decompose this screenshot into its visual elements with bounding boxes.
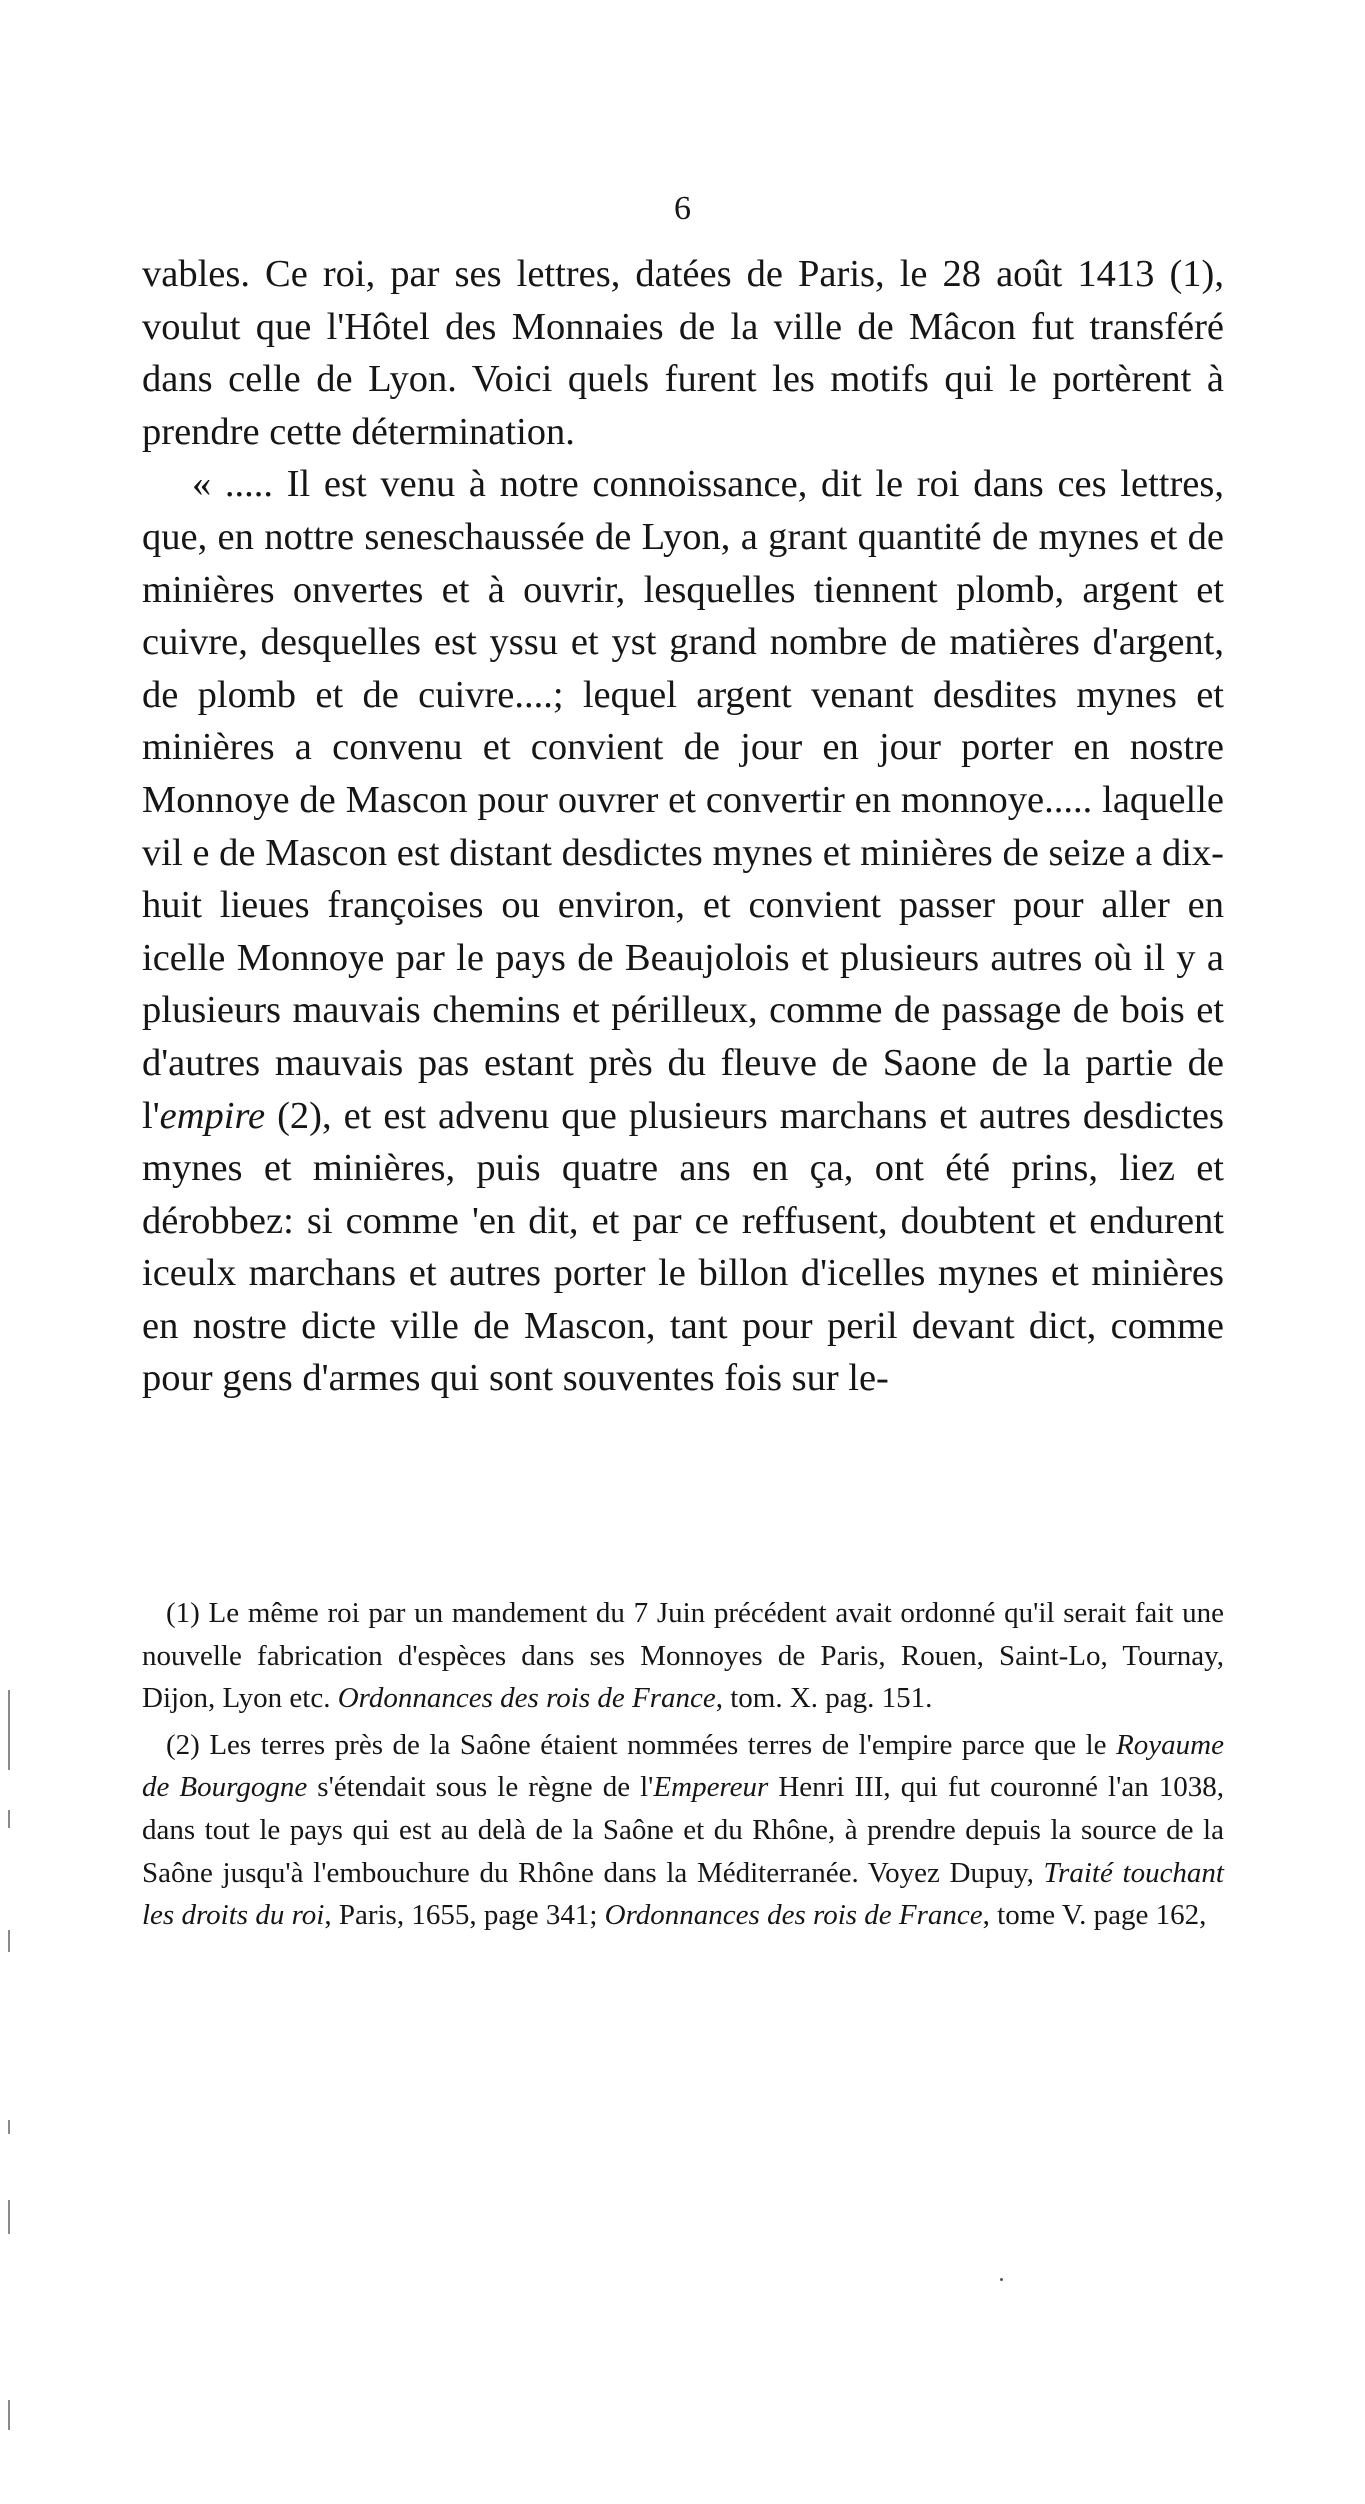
scan-margin-mark	[8, 2120, 10, 2134]
footnotes	[142, 1592, 1224, 1937]
paragraph-1: vables. Ce roi, par ses lettres, datées de Paris, le 28 août 1413 (1), voulut que l'Hôtel des Monnaies de la ville de Mâcon fut transféré dans celle de Lyon. Voici quels furent les motifs qui le portèrent à prendre cette détermination.	[142, 253, 1224, 453]
paragraph-2: « ..... Il est venu à notre connoissance, dit le roi dans ces lettres, que, en nottre seneschaussée de Lyon, a grant quantité de mynes et de minières onvertes et à ouvrir, lesquelles tiennent plomb, argent et cuivre, desquelles est yssu et yst grand nombre de matières d'argent, de plomb et de cuivre....; lequel argent venant desdites mynes et minières a convenu et convient de jour en jour porter en nostre Monnoye de Mascon pour ouvrer et convertir en monnoye..... laquelle vil e de Mascon est distant desdictes mynes et minières de seize a dix-huit lieues françoises ou environ, et convient passer pour aller en icelle Monnoye par le pays de Beaujolois et plusieurs autres où il y a plusieurs mauvais chemins et périlleux, comme de passage de bois et d'autres mauvais pas estant près du fleuve de Saone de la partie de l'empire (2), et est advenu que plusieurs marchans et autres desdictes mynes et minières, puis quatre ans en ça, ont été prins, liez et dérobbez: si comme 'en dit, et par ce reffusent, doubtent et endurent iceulx marchans et autres porter le billon d'icelles mynes et minières en nostre dicte ville de Mascon, tant pour peril devant dict, comme pour gens d'armes qui sont souventes fois sur le-	[142, 463, 1224, 1400]
page-number: 6	[674, 190, 691, 227]
scan-margin-mark	[8, 2400, 10, 2430]
footnote-1: (1) Le même roi par un mandement du 7 Juin précédent avait ordonné qu'il serait fait une nouvelle fabrication d'espèces dans ses Monnoyes de Paris, Rouen, Saint-Lo, Tournay, Dijon, Lyon etc. Ordonnances des rois de France, tom. X. pag. 151.	[142, 1597, 1224, 1715]
scan-margin-mark	[8, 2200, 10, 2234]
scan-margin-mark	[8, 1930, 10, 1952]
emphasis-empire: empire	[159, 1094, 266, 1137]
scan-margin-mark	[8, 1810, 10, 1828]
main-text	[142, 248, 1224, 1405]
scan-margin-mark	[8, 1690, 10, 1770]
scan-speck	[1000, 2278, 1003, 2281]
footnote-2: (2) Les terres près de la Saône étaient nommées terres de l'empire parce que le Royaume de Bourgogne s'étendait sous le règne de l'Empereur Henri III, qui fut couronné l'an 1038, dans tout le pays qui est au delà de la Saône et du Rhône, à prendre depuis la source de la Saône jusqu'à l'embouchure du Rhône dans la Méditerranée. Voyez Dupuy, Traité touchant les droits du roi, Paris, 1655, page 341; Ordonnances des rois de France, tome V. page 162,	[142, 1728, 1225, 1932]
